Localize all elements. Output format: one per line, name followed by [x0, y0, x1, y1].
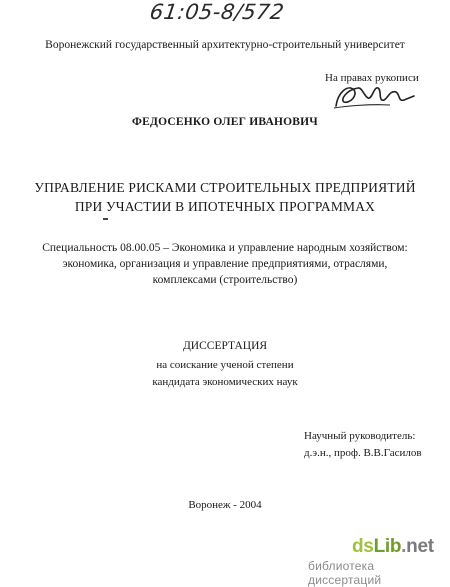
specialty-line-3: комплексами (строительство) — [152, 274, 298, 286]
specialty-line-1: Специальность 08.00.05 – Экономика и управление народным хозяйством: — [42, 242, 408, 254]
city-year: Воронеж - 2004 — [188, 499, 262, 511]
scan-mark — [103, 218, 108, 220]
logo-net: net — [406, 536, 434, 557]
signature-icon — [328, 78, 418, 114]
degree-line-1: на соискание ученой степени — [156, 359, 294, 371]
thesis-title-line-2: ПРИ УЧАСТИИ В ИПОТЕЧНЫХ ПРОГРАММАХ — [74, 199, 376, 214]
author-name: ФЕДОСЕНКО ОЛЕГ ИВАНОВИЧ — [132, 116, 318, 128]
supervisor-name: д.э.н., проф. В.В.Гасилов — [304, 447, 422, 459]
watermark-text: библиотека диссертаций — [308, 559, 382, 587]
handwritten-archive-code: 61:05-8/572 — [148, 0, 286, 24]
logo-ds: ds — [352, 536, 374, 557]
university-name: Воронежский государственный архитектурно-строительный университет — [45, 39, 405, 51]
specialty-line-2: экономика, организация и управление предприятиями, отраслями, — [62, 258, 388, 270]
rights-note: На правах рукописи — [325, 72, 419, 84]
thesis-title-line-1: УПРАВЛЕНИЕ РИСКАМИ СТРОИТЕЛЬНЫХ ПРЕДПРИЯТИЙ — [34, 180, 416, 195]
logo-dot: . — [401, 536, 407, 557]
logo-lib: Lib — [373, 536, 402, 557]
dissertation-label: ДИССЕРТАЦИЯ — [182, 340, 268, 352]
dslib-logo[interactable] — [352, 536, 442, 558]
degree-line-2: кандидата экономических наук — [152, 376, 298, 388]
supervisor-label: Научный руководитель: — [304, 430, 416, 442]
